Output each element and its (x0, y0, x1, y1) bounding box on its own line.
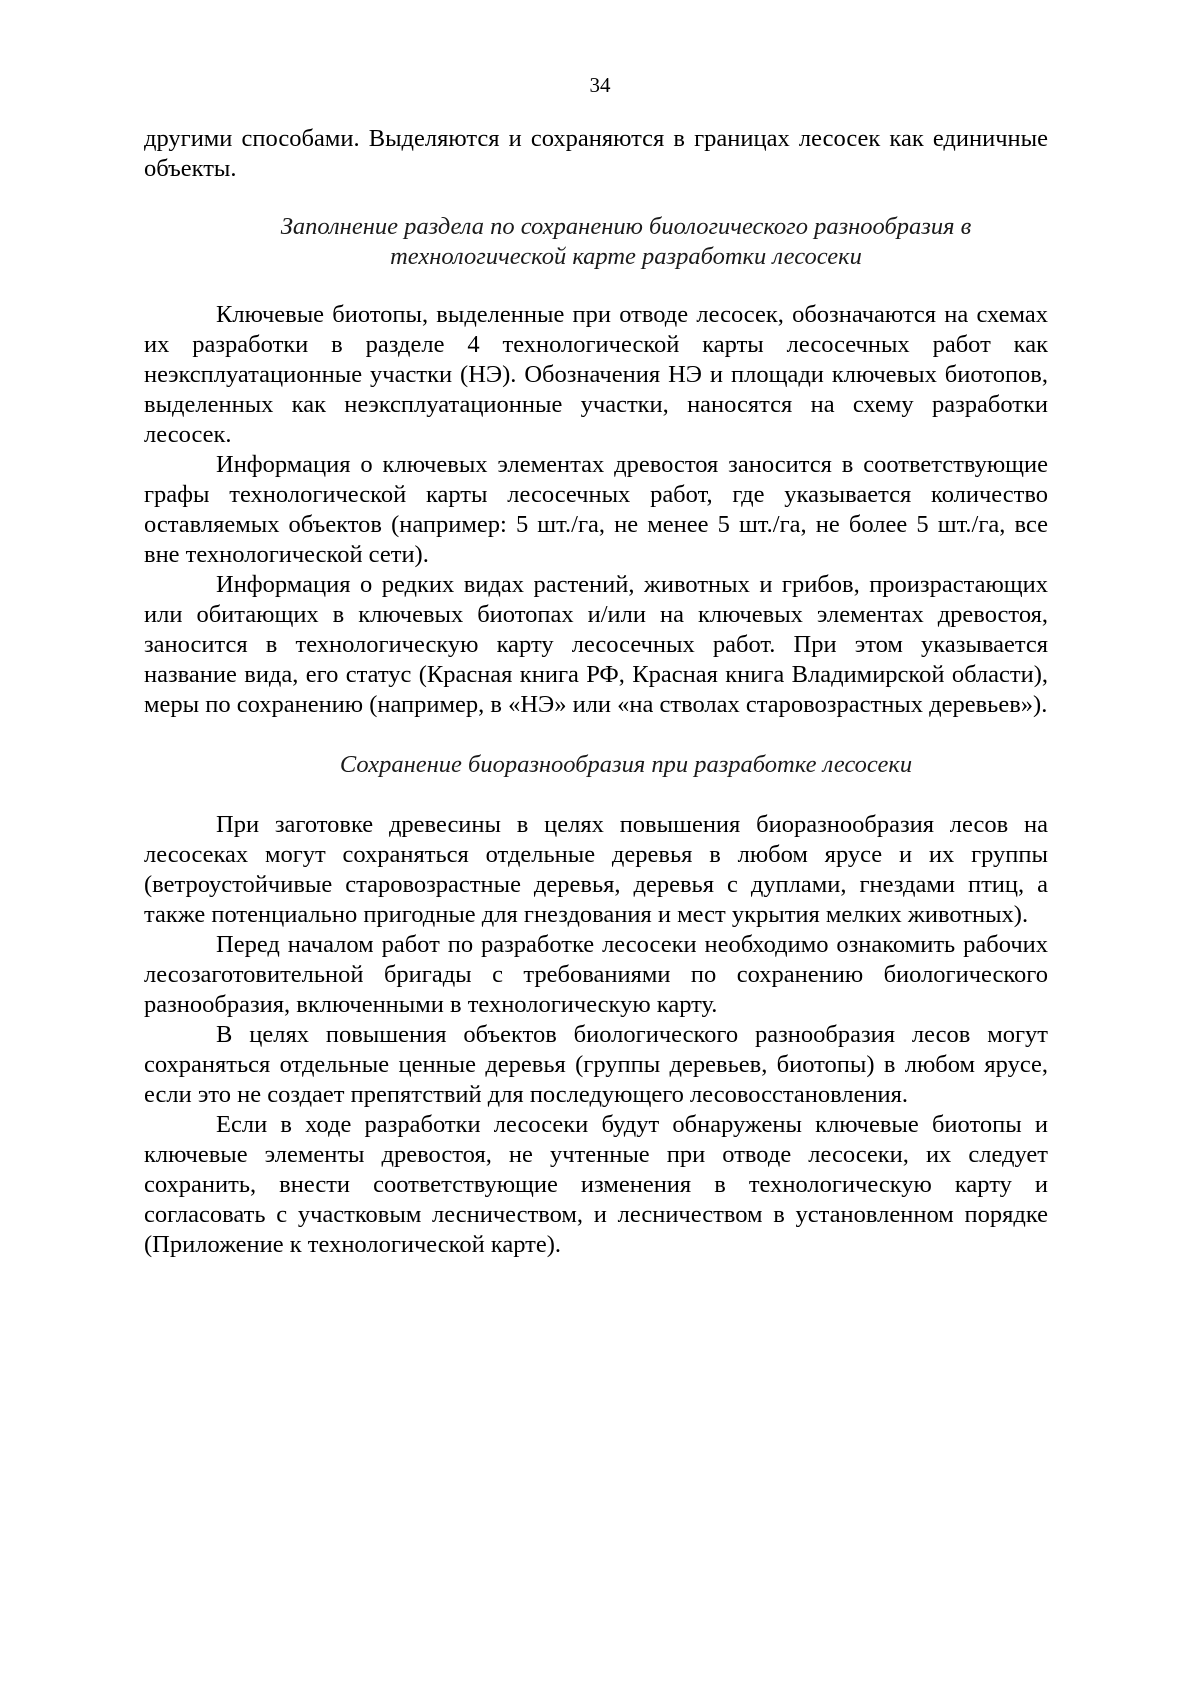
paragraph-timber-harvest: При заготовке древесины в целях повышения биоразнообразия лесов на лесосеках могут сохраняться отдельные деревья в любом ярусе и их группы (ветроустойчивые старовозрастные деревья, деревья с дуплами, гнездами птиц, а также потенциально пригодные для гнездования и мест укрытия мелких животных). (144, 811, 1048, 928)
page-content (144, 124, 1048, 1260)
paragraph-key-biotopes: Ключевые биотопы, выделенные при отводе лесосек, обозначаются на схемах их разработки в разделе 4 технологической карты лесосечных работ как неэксплуатационные участки (НЭ). Обозначения НЭ и площади ключевых биотопов, выделенных как неэксплуатационные участки, наносятся на схему разработки лесосек. (144, 301, 1048, 448)
section-heading-tech-map: Заполнение раздела по сохранению биологического разнообразия в технологической карте разработки лесосеки (280, 213, 972, 270)
paragraph-rare-species: Информация о редких видах растений, животных и грибов, произрастающих или обитающих в ключевых биотопах и/или на ключевых элементах древостоя, заносится в технологическую карту лесосечных работ. При этом указывается название вида, его статус (Красная книга РФ, Красная книга Владимирской области), меры по сохранению (например, в «НЭ» или «на стволах старовозрастных деревьев»). (144, 571, 1048, 718)
section-heading-biodiversity: Сохранение биоразнообразия при разработке лесосеки (339, 751, 913, 778)
paragraph-key-elements: Информация о ключевых элементах древостоя заносится в соответствующие графы технологической карты лесосечных работ, где указывается количество оставляемых объектов (например: 5 шт./га, не менее 5 шт./га, не более 5 шт./га, все вне технологической сети). (144, 451, 1048, 568)
paragraph-unaccounted-biotopes: Если в ходе разработки лесосеки будут обнаружены ключевые биотопы и ключевые элементы древостоя, не учтенные при отводе лесосеки, их следует сохранить, внести соответствующие изменения в технологическую карту и согласовать с участковым лесничеством, и лесничеством в установленном порядке (Приложение к технологической карте). (144, 1111, 1048, 1258)
paragraph-worker-briefing: Перед началом работ по разработке лесосеки необходимо ознакомить рабочих лесозаготовительной бригады с требованиями по сохранению биологического разнообразия, включенными в технологическую карту. (144, 931, 1048, 1018)
continuation-paragraph: другими способами. Выделяются и сохраняются в границах лесосек как единичные объекты. (144, 125, 1048, 182)
page-number: 34 (589, 73, 611, 97)
paragraph-valuable-trees: В целях повышения объектов биологического разнообразия лесов могут сохраняться отдельные ценные деревья (группы деревьев, биотопы) в любом ярусе, если это не создает препятствий для последующего лесовосстановления. (144, 1021, 1048, 1108)
